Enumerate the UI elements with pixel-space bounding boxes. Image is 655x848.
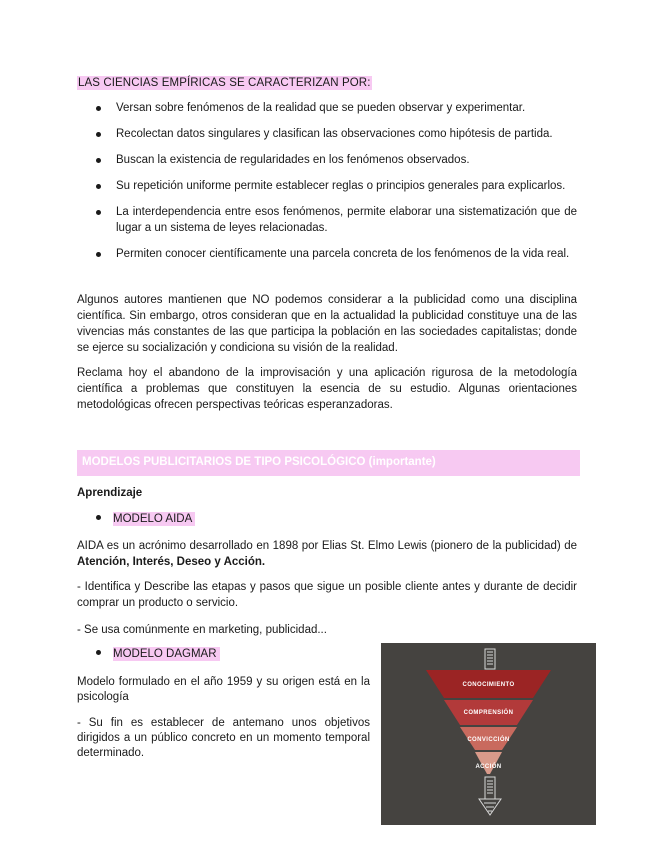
aida-point-usage: - Se usa comúnmente en marketing, publicidad... [77,624,327,636]
bullet-icon [96,515,101,520]
bullet-icon [96,184,101,189]
paragraph-methodology: Reclama hoy el abandono de la improvisación y una aplicación rigurosa de la metodología científica a problemas que constituyen la esencia de su estudio. Algunas orientaciones metodológicas ofrecen perspectivas teóricas esperanzadoras. [77,367,577,411]
bullet-icon [96,650,101,655]
top-arrow-icon [485,649,495,669]
funnel-label-accion: ACCIÓN [475,764,502,770]
bullet-icon [96,252,101,257]
section-band-psych-models [77,450,580,476]
model-aida-label: MODELO AIDA [113,512,195,526]
empirical-bullet-list [77,100,577,272]
funnel-segment-accion [475,752,502,774]
dagmar-purpose-text: - Su fin es establecer de antemano unos objetivos dirigidos a un público concreto en un momento temporal determinado. [77,717,370,759]
dagmar-origin-text: Modelo formulado en el año 1959 y su origen está en la psicología [77,676,370,703]
aida-acronym-terms: Atención, Interés, Deseo y Acción. [77,556,266,568]
bullet-icon [96,106,101,111]
list-item: Buscan la existencia de regularidades en los fenómenos observados. [77,152,577,168]
aida-point-identifies: - Identifica y Describe las etapas y pasos que sigue un posible cliente antes y durante de decidir comprar un producto o servicio. [77,581,577,609]
funnel-label-conviccion: CONVICCIÓN [467,737,510,743]
list-item: Permiten conocer científicamente una parcela concreta de los fenómenos de la vida real. [77,246,577,262]
bottom-arrow-icon [479,777,501,815]
model-dagmar-item [96,648,220,660]
list-item: Recolectan datos singulares y clasifican las observaciones como hipótesis de partida. [77,126,577,142]
paragraph-scientific-discipline: Algunos autores mantienen que NO podemos considerar a la publicidad como una disciplina científica. Sin embargo, otros consideran que en la actualidad la publicidad constituye una de las vivencias más constantes de las que participa la población en las sociedades capitalistas; donde se ejerce su socialización y condiciona su visión de la realidad. [77,294,577,354]
list-item: Versan sobre fenómenos de la realidad que se pueden observar y experimentar. [77,100,577,116]
funnel-label-conocimiento: CONOCIMIENTO [462,682,515,688]
list-item: La interdependencia entre esos fenómenos, permite elaborar una sistematización que de lugar a un sistema de leyes relacionadas. [77,204,577,236]
band-title: MODELOS PUBLICITARIOS DE TIPO PSICOLÓGICO (importante) [82,456,436,468]
subheading-aprendizaje: Aprendizaje [77,487,143,499]
bullet-icon [96,210,101,215]
bullet-icon [96,132,101,137]
list-item: Su repetición uniforme permite establecer reglas o principios generales para explicarlos. [77,178,577,194]
model-aida-item [96,513,195,525]
dagmar-funnel-figure [381,643,596,825]
model-dagmar-label: MODELO DAGMAR [113,647,220,661]
funnel-label-comprension: COMPRENSIÓN [463,710,514,716]
bullet-icon [96,158,101,163]
aida-description: AIDA es un acrónimo desarrollado en 1898 por Elias St. Elmo Lewis (pionero de la publicidad) de Atención, Interés, Deseo y Acción. [77,540,577,568]
section-heading-empirical: LAS CIENCIAS EMPÍRICAS SE CARACTERIZAN POR: [78,77,371,89]
funnel-diagram [381,643,596,825]
